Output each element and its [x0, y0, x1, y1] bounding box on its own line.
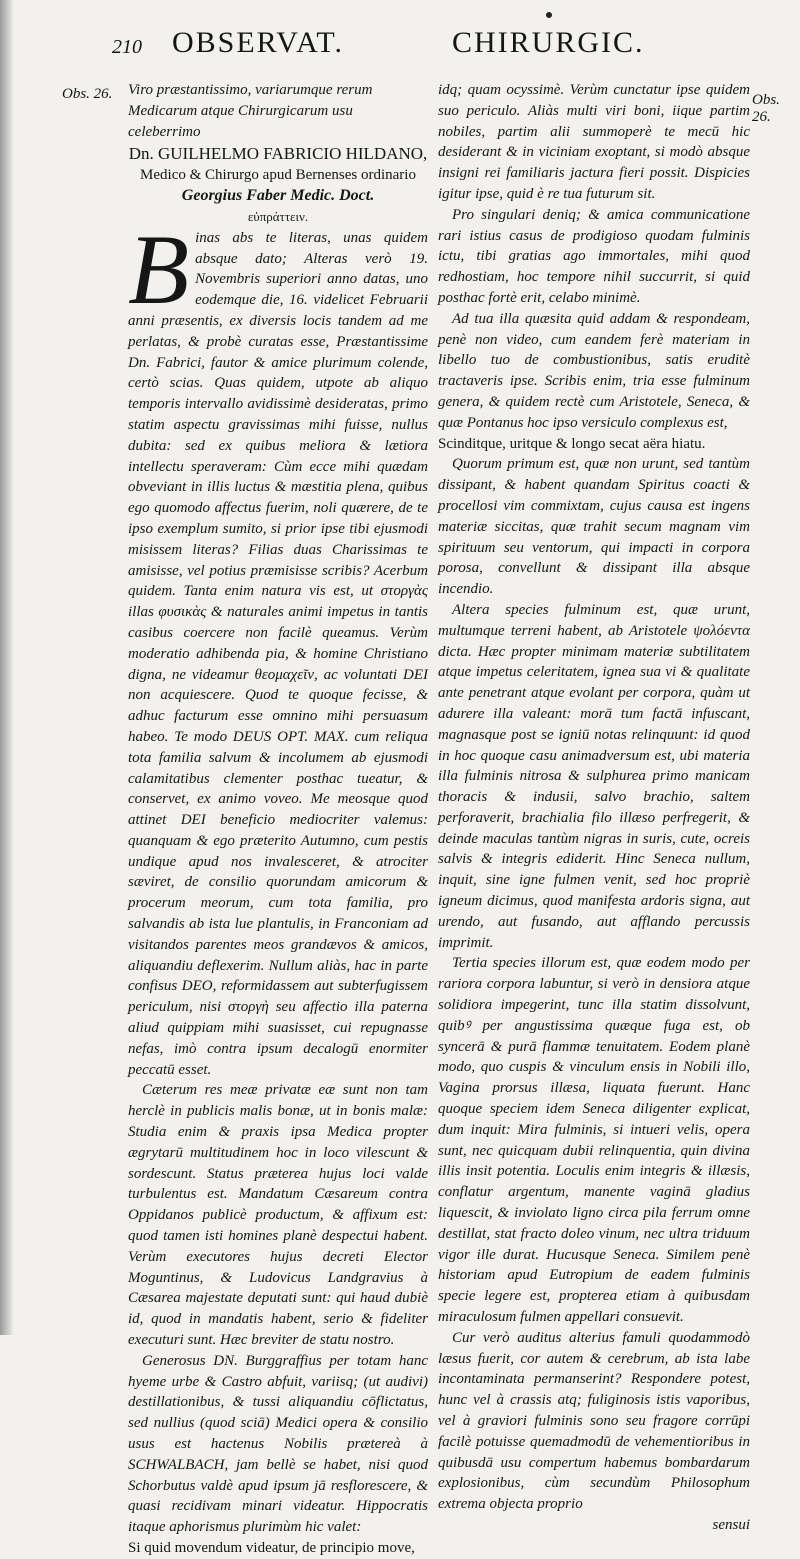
margin-note-right: Obs. 26.: [752, 92, 780, 125]
drop-cap-letter: B: [128, 213, 190, 325]
paragraph: Generosus DN. Burggraffius per totam hanc hyeme urbe & Castro abfuit, variisq; (ut audivi) destillationibus, & tussi aliquandiu cōflictatus, sed nullius (quod sciā) Medici opera & consilio usus est hactenus Nobilis prætereà à SCHWALBACH, jam bellè se habet, nisi quod Schorbutus valdè apud ipsum jā resflorescere, & quasi recidivam minari videatur. Hippocratis itaque aphorismus plurimùm hic valet:: [128, 1352, 428, 1536]
verse-line: Scinditque, uritque & longo secat aëra hiatu.: [438, 435, 706, 452]
ink-dot: [546, 12, 552, 18]
paragraph: Pro singulari deniq; & amica communicatione rari istius casus de prodigioso quodam fulminis ictu, tibi gratias ago immortales, mihi quod redhostiam, hoc tempore nihil succurrit, si quid posthac fortè erit, celabo minimè.: [438, 206, 750, 306]
margin-note-left: Obs. 26.: [62, 86, 113, 102]
binding-shadow: [0, 0, 14, 1335]
running-title-right: CHIRURGIC.: [452, 26, 645, 59]
catchword: sensui: [712, 1516, 750, 1533]
dedicatee-role: Medico & Chirurgo apud Bernenses ordinario: [140, 167, 416, 184]
paragraph-text: inas abs te literas, unas quidem absque dato; Alteras verò 19. Novembris superiori anno datas, uno eodemque die, 16. videlicet Februarii anni præsentis, ex diversis locis tandem ad me perlatas, & probè curatas esse, Præstantissime Dn. Fabrici, fautor & amice plurimum colende, certò scias. Quas quidem, utpote ab aliquo temporis intervallo avidissimè desideratas, primo statim aspectu gravissimas mihi fuisse, nullus dubita: sed ex quibus meliora & lætiora intellectu speraveram: Cùm ecce mihi quædam obveviant in illis luctus & mæstitia plena, quibus ego quomodo affectus fuerim, noli quærere, de te ipso exemplum sumito, si prior ipse tibi ejusmodi misissem literas? Filias duas Charissimas te amisisse, vel potius præmisisse scribis? Acerbum quidem. Tanta enim natura vis est, ut στοργὰς illas φυσικὰς & naturales animi impetus in tantis casibus coercere non facilè queamus. Verùm moderatio adhibenda pia, & homine Christiano digna, ne videamur θεομαχεῖν, ac voluntati DEI non acquiescere. Quod te quoque fecisse, & adhuc facturum esse omnino mihi persuasum habeo. Te modo DEUS OPT. MAX. cum reliqua tota familia salvum & incolumem ab ejusmodi calamitatibus clementer posthac tueatur, & conservet, ex animo voveo. Me meosque quod attinet DEI beneficio mediocriter valemus: quanquam & ego præterito Autumno, cum pestis undique apud nos invalesceret, & atrociter sæviret, de consilio quorundam amicorum & procerum meorum, cum tota familia, pro salvandis ab ista lue plantulis, in Franconiam ad visitandos parentes meos grandævos & amicos, aliquandiu deflexerim. Nullum aliàs, hac in parte confisus DEO, reformidassem aut subterfugissem periculum, nisi στοργὴ seu affectio illa paterna aliud quippiam mihi suasisset, cui repugnasse nefas, imò contra ipsum decalogū enormiter peccatū esset.: [128, 229, 428, 1078]
paragraph: Altera species fulminum est, quæ urunt, multumque terreni habent, ab Aristotele ψολόεντα dicta. Hæc propter minimam materiæ subtilitatem atque impetus celeritatem, ignea sua vi & qualitate ante penetrant atque evolant per corpora, quàm ut adurere illa valeant: morā tum factā infuscant, magnasque post se igniū notas relinquunt: id quod in hoc quoque casu animadversum est, ubi materia illa fulminis nitrosa & sulphurea primo manicam thoracis & indusii, salvo brachio, saltem perforaverit, brachialia filo illæso perfregerit, & deinde maculas tantùm nigras in suris, cute, ocreis salvis & integris ediderit. Hinc Seneca nullum, inquit, sine igne fulmen venit, sed hoc propriè igneum dicimus, quod manifesta ardoris signa, aut urendo, aut fusando, aut afflando percussis imprimit.: [438, 601, 750, 951]
paragraph: Cur verò auditus alterius famuli quodammodò læsus fuerit, cor autem & cerebrum, ab ista labe incontaminata permanserint? Respondere potest, hunc vel à crassis atq; fuliginosis istis vaporibus, vel à graviori fulminis sono seu fragore corrūpi facilè potuisse quemadmodū de vehementioribus in quibusdā usu compertum habemus bombardarum explosionibus, cùm secundùm Philosophum extrema objecta proprio: [438, 1329, 750, 1513]
paragraph: Ad tua illa quæsita quid addam & respondeam, penè non video, cum eandem ferè materiam in libello tuo de combustionibus, satis eruditè tractaveris ipse. Scribis enim, tria esse fulminum genera, & quidem rectè cum Aristotele, Seneca, & quæ Pontanus hoc ipso versiculo complexus est,: [438, 310, 750, 431]
page-number: 210: [112, 36, 142, 58]
paragraph: Si quid movendum videatur, de principio move,: [128, 1539, 415, 1556]
paragraph: Tertia species illorum est, quæ eodem modo per rariora corpora labuntur, si verò in densiora atque solidiora impegerint, tunc illa statim dissolvunt, quibꝰ per angustissima quæque fuga est, ob syncerā & purā flammæ tenuitatem. Eodem planè modo, quo cuspis & vinculum ensis in Nobili illo, Vagina prorsus illæsa, liquata fuerunt. Hanc quoque speciem idem Seneca diligenter explicat, dum inquit: Mira fulminis, si intueri velis, opera sunt, nec quicquam dubii relinquentia, quin divina illis insit potentia. Loculis enim integris & illæsis, conflatur argentum, manente vaginā gladius liquescit, & inviolato ligno circa pila ferrum omne destillat, stat fracto doleo vinum, nec ultra triduum vigor ille durat. Hucusque Seneca. Similem penè historiam apud Eutropium de eadem fulminis specie legere est, propterea etiam à quibusdam miraculosum fulmen appellari consuevit.: [438, 955, 750, 1326]
running-header: [112, 26, 772, 72]
paragraph: Cæterum res meæ privatæ eæ sunt non tam herclè in publicis malis bonæ, ut in bonis malæ: Studia enim & praxis ipsa Medica propter ægrytarū multitudinem hoc in loco vilescunt & sordescunt. Status præterea hujus loci valde turbulentus est. Mandatum Cæsareum contra Oppidanos publicè productum, & affixum est: quod tamen isti homines planè despectui habent. Verùm executores hujus decreti Elector Moguntinus, & Ludovicus Landgravius à Cæsarea majestate deputati sunt: qui haud dubiè id, quod in mandatis habent, serio & fideliter executuri sunt. Hæc breviter de statu nostro.: [128, 1082, 428, 1349]
paragraph: Quorum primum est, quæ non urunt, sed tantùm dissipant, & habent quandam Spiritus coacti & procellosi vim commixtam, cujus causa est ingens materiæ siccitas, quæ trahit secum magnam vim spirituum seu ventorum, qui impacti in corpora porosa, convellunt & dissipant illa absque incendio.: [438, 456, 750, 598]
running-title-left: OBSERVAT.: [172, 26, 345, 59]
dedication-block: [128, 80, 428, 228]
right-column: [438, 80, 750, 1536]
left-column: [128, 80, 428, 1559]
letter-author: Georgius Faber Medic. Doct.: [181, 187, 375, 205]
greek-greeting: εὐπράττειν.: [247, 208, 309, 224]
dedicatee-name: Dn. GUILHELMO FABRICIO HILDANO,: [128, 144, 428, 164]
paragraph: idq; quam ocyssimè. Verùm cunctatur ipse quidem suo periculo. Aliàs multi viri boni, iique partim nobiles, partim alii summoperè te mecū hic desiderant & in viciniam exoptant, si modò absque insigni rei familiaris jactura fieri possit. Dispicies igitur ipse, quid è re tua futurum sit.: [438, 82, 750, 202]
dedication-line: Viro præstantissimo, variarumque rerum Medicarum atque Chirurgicarum usu celeberrimo: [128, 82, 373, 140]
